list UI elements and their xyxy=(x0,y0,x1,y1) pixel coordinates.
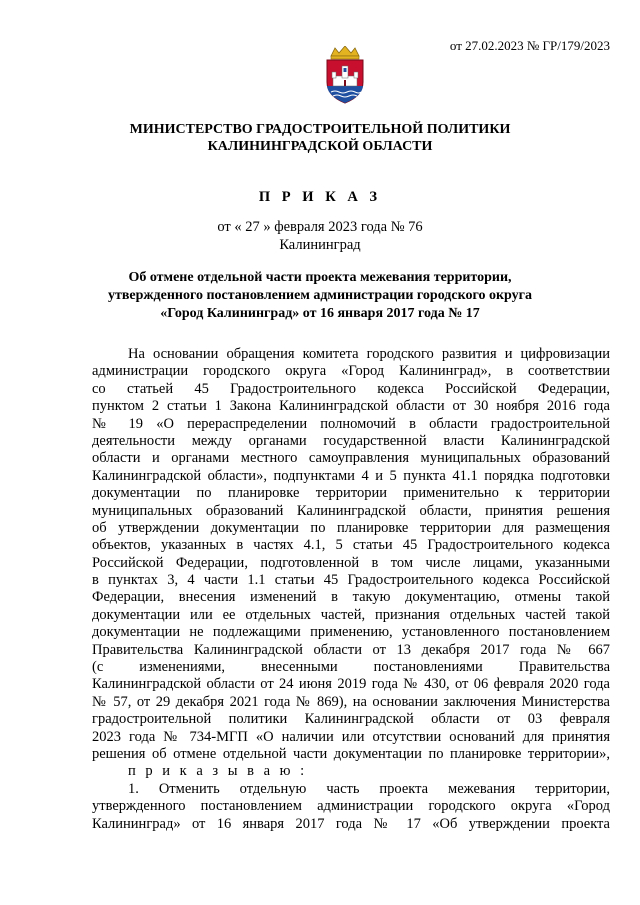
registration-number: от 27.02.2023 № ГР/179/2023 xyxy=(449,38,610,53)
body-line: Калининградской области от 24 июня 2019 года № 430, от 06 февраля 2020 года xyxy=(92,676,610,693)
body-line: утвержденного постановлением администрации городского округа «Город xyxy=(92,798,610,815)
body-line: пунктом 2 статьи 1 Закона Калининградской области от 30 ноября 2016 года xyxy=(92,398,610,415)
order-body xyxy=(92,346,610,833)
subject-line: «Город Калининград» от 16 января 2017 года № 17 xyxy=(160,306,480,321)
body-line: № 19 «О перераспределении полномочий в области градостроительной xyxy=(92,415,610,432)
body-line: в пунктах 3, 4 части 1.1 статьи 45 Градостроительного кодекса Российской xyxy=(92,572,610,589)
body-line: объектов, указанных в частях 4.1, 5 статьи 45 Градостроительного кодекса xyxy=(92,537,610,554)
ministry-name-line-2: КАЛИНИНГРАДСКОЙ ОБЛАСТИ xyxy=(207,139,433,154)
body-line: На основании обращения комитета городского развития и цифровизации xyxy=(128,346,610,362)
order-city: Калининград xyxy=(279,237,361,253)
body-line: 2023 года № 734-МГП «О наличии или отсутствии оснований для принятия xyxy=(92,728,610,745)
subject-line: утвержденного постановлением администрации городского округа xyxy=(107,288,533,303)
order-subject xyxy=(90,269,550,323)
body-line: 1. Отменить отдельную часть проекта межевания территории, xyxy=(128,780,610,797)
body-line: Правительства Калининградской области от 13 декабря 2017 года № 667 xyxy=(92,641,610,658)
ministry-name-line-1: МИНИСТЕРСТВО ГРАДОСТРОИТЕЛЬНОЙ ПОЛИТИКИ xyxy=(129,122,511,137)
body-line: деятельности между органами государственной власти Калининградской xyxy=(92,432,610,449)
order-title: П Р И К А З xyxy=(258,189,382,205)
body-line: со статьей 45 Градостроительного кодекса Российской Федерации, xyxy=(92,380,610,397)
kaliningrad-region-coat-of-arms-icon xyxy=(321,46,369,104)
body-line: Федерации, внесения изменений в такую документацию, отмены такой xyxy=(92,589,610,606)
body-line: градостроительной политики Калининградской области от 03 февраля xyxy=(92,711,610,728)
body-line: документации не подлежащими применению, установленного постановлением xyxy=(92,624,610,641)
order-decree-word: п р и к а з ы в а ю : xyxy=(128,763,308,780)
body-line: решения об отмене отдельной части документации по планировке территории», xyxy=(92,745,610,762)
body-line: Калининград» от 16 января 2017 года № 17 «Об утверждении проекта xyxy=(92,815,610,832)
order-date: от « 27 » февраля 2023 года № 76 xyxy=(217,219,423,235)
subject-line: Об отмене отдельной части проекта межевания территории, xyxy=(128,270,512,285)
body-line: Калининградской области», подпунктами 4 и 5 пункта 41.1 порядка подготовки xyxy=(92,467,610,484)
body-line: документации по планировке территории применительно к территории xyxy=(92,485,610,502)
body-line: Российской Федерации, подготовленной в том числе лицами, указанными xyxy=(92,554,610,571)
body-line: области и органами местного самоуправления муниципальных образований xyxy=(92,450,610,467)
body-line: муниципальных образований Калининградской области, принятия решения xyxy=(92,502,610,519)
body-line: документации или ее отдельных частей, признания отдельных частей такой xyxy=(92,606,610,623)
body-line: администрации городского округа «Город Калининград», в соответствии xyxy=(92,363,610,380)
body-line: об утверждении документации по планировке территории для размещения xyxy=(92,519,610,536)
body-line: № 57, от 29 декабря 2021 года № 869), на основании заключения Министерства xyxy=(92,693,610,710)
body-line: (с изменениями, внесенными постановлениями Правительства xyxy=(92,659,610,676)
